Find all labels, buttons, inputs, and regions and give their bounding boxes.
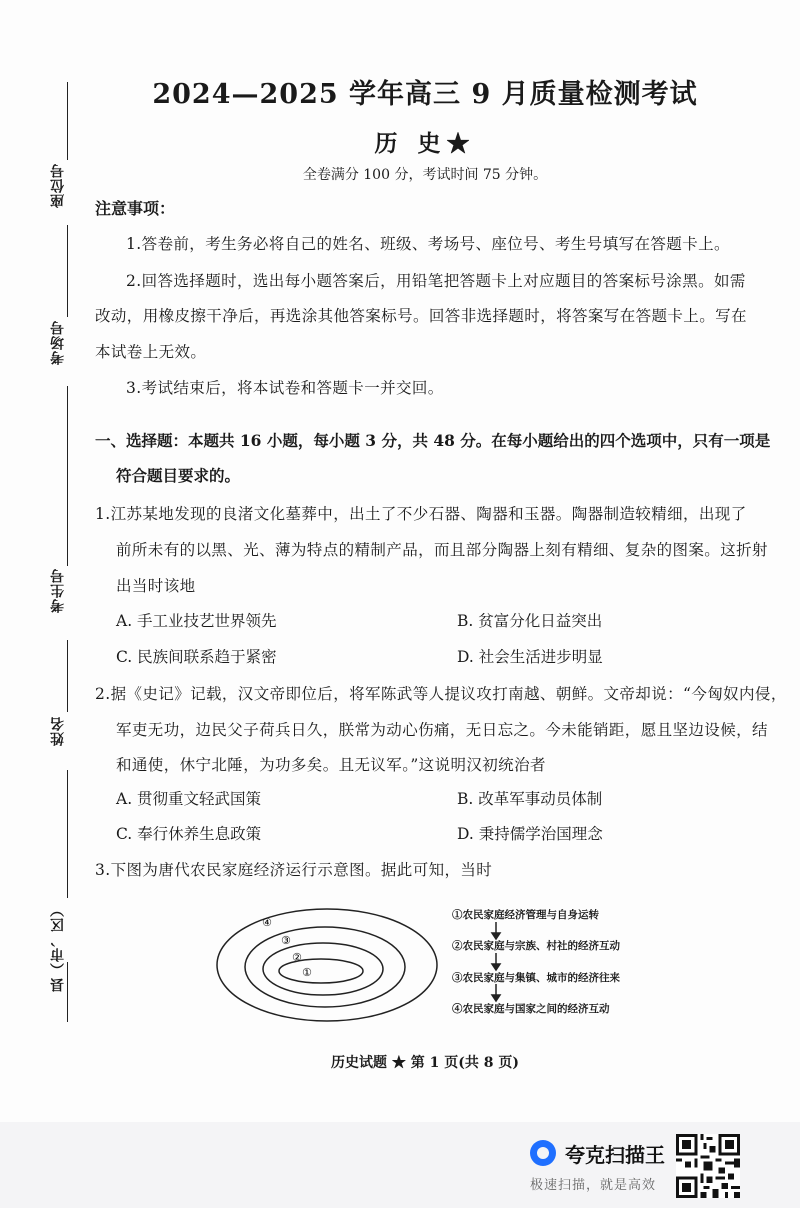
subject-title: 历 史★ xyxy=(374,130,476,157)
brand-slogan: 极速扫描，就是高效 xyxy=(530,1178,657,1193)
notice-item: 本试卷上无效。 xyxy=(95,343,207,361)
quark-logo-icon xyxy=(530,1140,556,1166)
question-1-option-c[interactable]: C. 民族间联系趋于紧密 xyxy=(116,648,277,666)
binding-line xyxy=(67,386,68,566)
seat-number-field-label: 座位号 xyxy=(50,163,66,208)
exam-title: 2024—2025 学年高三 9 月质量检测考试 xyxy=(152,79,698,110)
ring-marker-4: ④ xyxy=(262,916,272,929)
county-field-label: 县（市、区） xyxy=(50,902,66,992)
ring-marker-3: ③ xyxy=(281,934,291,947)
flow-step-1: ①农民家庭经济管理与自身运转 xyxy=(452,909,599,921)
question-1-option-b[interactable]: B. 贫富分化日益突出 xyxy=(457,612,603,630)
exam-room-field-label: 考场号 xyxy=(50,320,66,365)
question-2-stem: 2.据《史记》记载，汉文帝即位后，将军陈武等人提议攻打南越、朝鲜。文帝却说：“今匈奴内侵， xyxy=(95,685,787,703)
section-heading: 一、选择题：本题共 16 小题，每小题 3 分，共 48 分。在每小题给出的四个选项中，只有一项是 xyxy=(95,431,771,450)
question-1-option-a[interactable]: A. 手工业技艺世界领先 xyxy=(116,612,277,630)
question-2-option-c[interactable]: C. 奉行休养生息政策 xyxy=(116,825,262,843)
question-2-stem: 军吏无功，边民父子荷兵日久，朕常为动心伤痛，无日忘之。今未能销距，愿且坚边设候，结 xyxy=(116,721,768,739)
ring-4 xyxy=(217,909,437,1021)
ring-2 xyxy=(263,943,383,995)
binding-line xyxy=(67,770,68,898)
name-field-label: 姓名 xyxy=(50,716,66,746)
binding-line xyxy=(67,225,68,317)
notice-item: 1.答卷前，考生务必将自己的姓名、班级、考场号、座位号、考生号填写在答题卡上。 xyxy=(126,235,730,253)
notice-item: 改动，用橡皮擦干净后，再选涂其他答案标号。回答非选择题时，将答案写在答题卡上。写在 xyxy=(95,307,747,325)
candidate-number-field-label: 考生号 xyxy=(50,568,66,613)
page-footer: 历史试题 ★ 第 1 页(共 8 页) xyxy=(331,1055,519,1071)
ring-marker-2: ② xyxy=(292,951,302,964)
economy-ring-diagram xyxy=(215,905,440,1025)
brand-name: 夸克扫描王 xyxy=(565,1143,665,1167)
flow-step-2: ②农民家庭与宗族、村社的经济互动 xyxy=(452,940,620,952)
question-1-stem: 出当时该地 xyxy=(116,577,196,595)
qr-code-icon xyxy=(676,1134,740,1198)
flow-step-3: ③农民家庭与集镇、城市的经济往来 xyxy=(452,972,620,984)
question-2-option-b[interactable]: B. 改革军事动员体制 xyxy=(457,790,603,808)
binding-line xyxy=(67,640,68,712)
question-2-stem: 和通使，休宁北陲，为功多矣。且无议军。”这说明汉初统治者 xyxy=(116,756,546,774)
notice-item: 3.考试结束后，将本试卷和答题卡一并交回。 xyxy=(126,379,444,397)
question-1-stem: 前所未有的以黑、光、薄为特点的精制产品，而且部分陶器上刻有精细、复杂的图案。这折射 xyxy=(116,541,768,559)
flow-arrows xyxy=(490,920,502,1006)
exam-meta: 全卷满分 100 分，考试时间 75 分钟。 xyxy=(302,167,548,183)
section-heading-cont: 符合题目要求的。 xyxy=(116,466,241,485)
question-3-stem: 3.下图为唐代农民家庭经济运行示意图。据此可知，当时 xyxy=(95,861,493,879)
ring-marker-1: ① xyxy=(302,966,312,979)
notice-heading: 注意事项： xyxy=(95,199,176,218)
question-2-option-a[interactable]: A. 贯彻重文轻武国策 xyxy=(116,790,262,808)
flow-step-4: ④农民家庭与国家之间的经济互动 xyxy=(452,1003,610,1015)
notice-item: 2.回答选择题时，选出每小题答案后，用铅笔把答题卡上对应题目的答案标号涂黑。如需 xyxy=(126,272,746,290)
question-2-option-d[interactable]: D. 秉持儒学治国理念 xyxy=(457,825,603,843)
question-1-option-d[interactable]: D. 社会生活进步明显 xyxy=(457,648,603,666)
question-1-stem: 1.江苏某地发现的良渚文化墓葬中，出土了不少石器、陶器和玉器。陶器制造较精细，出现了 xyxy=(95,505,747,523)
